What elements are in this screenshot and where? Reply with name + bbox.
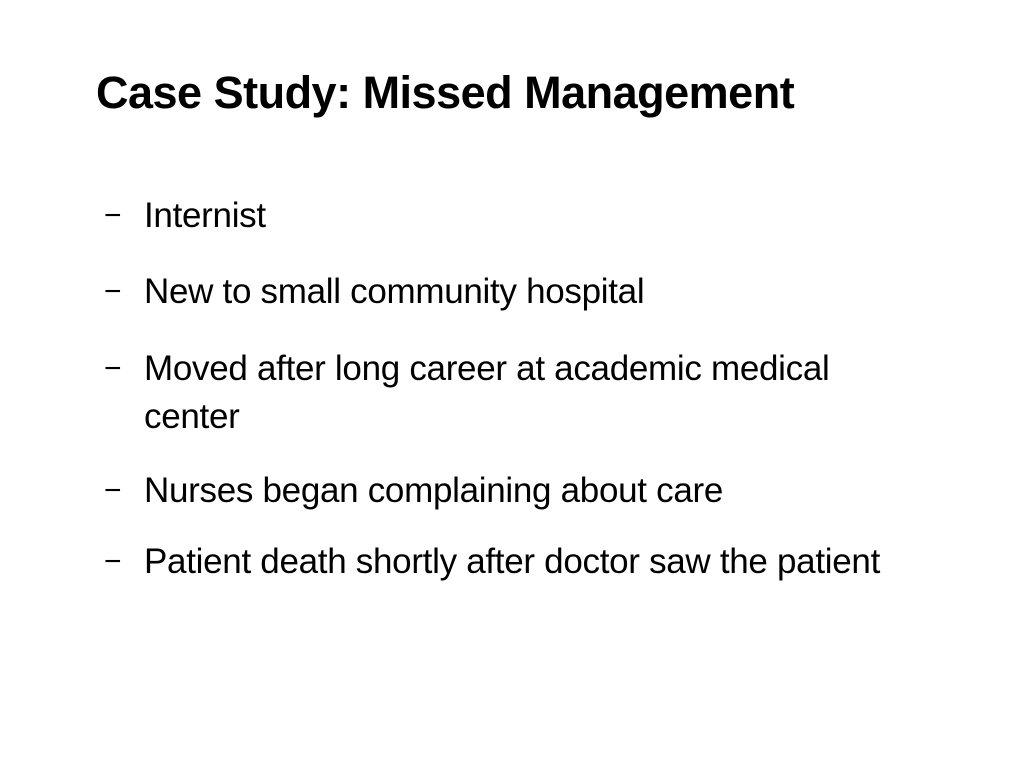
bullet-text: Internist <box>144 196 266 235</box>
bullet-text: Moved after long career at academic medical center <box>144 349 830 436</box>
dash-bullet-icon: − <box>104 199 122 232</box>
dash-bullet-icon: − <box>104 474 122 507</box>
bullet-item <box>104 192 924 240</box>
dash-bullet-icon: − <box>104 545 122 578</box>
dash-bullet-icon: − <box>104 352 122 385</box>
bullet-text: Patient death shortly after doctor saw the patient <box>144 542 880 581</box>
bullet-item <box>104 467 924 515</box>
bullet-item <box>104 268 924 316</box>
bullet-item <box>104 538 924 586</box>
slide-title: Case Study: Missed Management <box>96 67 795 118</box>
bullet-text: Nurses began complaining about care <box>144 471 724 510</box>
bullet-text: New to small community hospital <box>144 272 645 311</box>
bullet-item <box>104 345 924 441</box>
dash-bullet-icon: − <box>104 275 122 308</box>
